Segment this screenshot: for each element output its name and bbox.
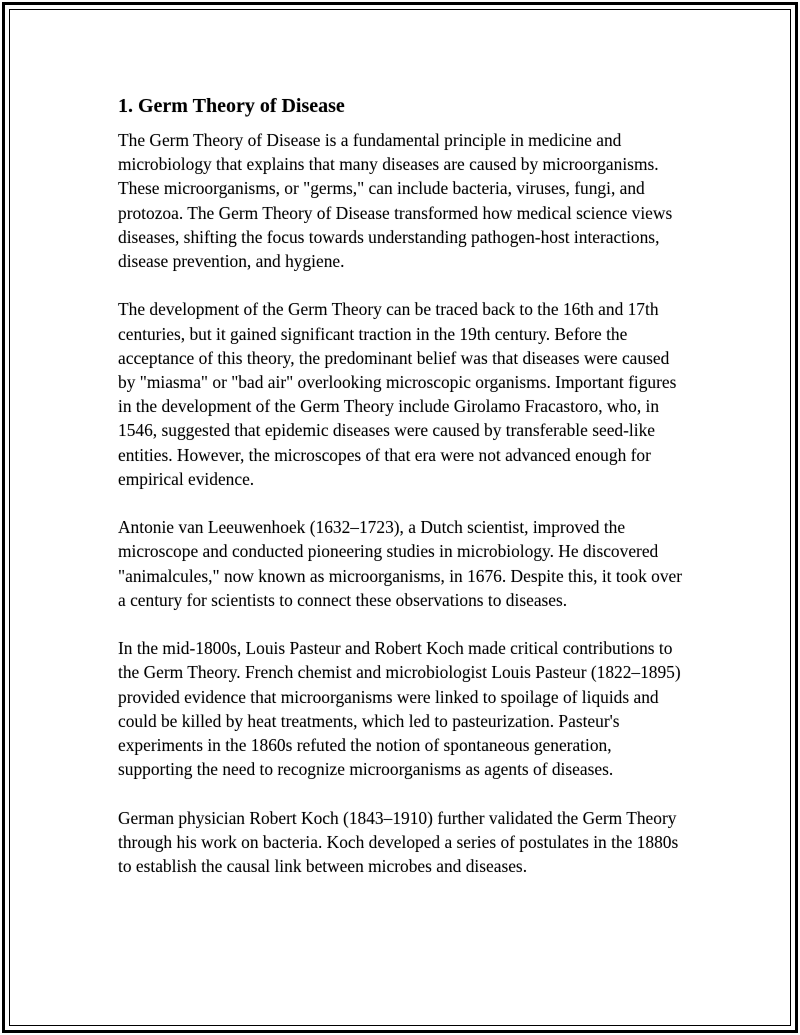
document-body	[118, 93, 688, 902]
paragraph-leeuwenhoek: Antonie van Leeuwenhoek (1632–1723), a Dutch scientist, improved the microscope and conducted pioneering studies in microbiology. He discovered "animalcules," now known as microorganisms, in 1676. Despite this, it took over a century for scientists to connect these observations to diseases.	[118, 517, 683, 610]
paragraph-koch: German physician Robert Koch (1843–1910) further validated the Germ Theory through his work on bacteria. Koch developed a series of postulates in the 1880s to establish the causal link between microbes and diseases.	[118, 807, 679, 877]
paragraph-pasteur: In the mid-1800s, Louis Pasteur and Robert Koch made critical contributions to the Germ Theory. French chemist and microbiologist Louis Pasteur (1822–1895) provided evidence that microorganisms were linked to spoilage of liquids and could be killed by heat treatments, which led to pasteurization. Pasteur's experiments in the 1860s refuted the notion of spontaneous generation, supporting the need to recognize microorganisms as agents of diseases.	[118, 638, 681, 780]
paragraph-history: The development of the Germ Theory can be traced back to the 16th and 17th centuries, but it gained significant traction in the 19th century. Before the acceptance of this theory, the predominant belief was that diseases were caused by "miasma" or "bad air" overlooking microscopic organisms. Important figures in the development of the Germ Theory include Girolamo Fracastoro, who, in 1546, suggested that epidemic diseases were caused by transferable seed-like entities. However, the microscopes of that era were not advanced enough for empirical evidence.	[118, 299, 677, 489]
section-title: 1. Germ Theory of Disease	[118, 95, 345, 117]
paragraph-intro: The Germ Theory of Disease is a fundamental principle in medicine and microbiology that explains that many diseases are caused by microorganisms. These microorganisms, or "germs," can include bacteria, viruses, fungi, and protozoa. The Germ Theory of Disease transformed how medical science views diseases, shifting the focus towards understanding pathogen-host interactions, disease prevention, and hygiene.	[118, 130, 673, 272]
